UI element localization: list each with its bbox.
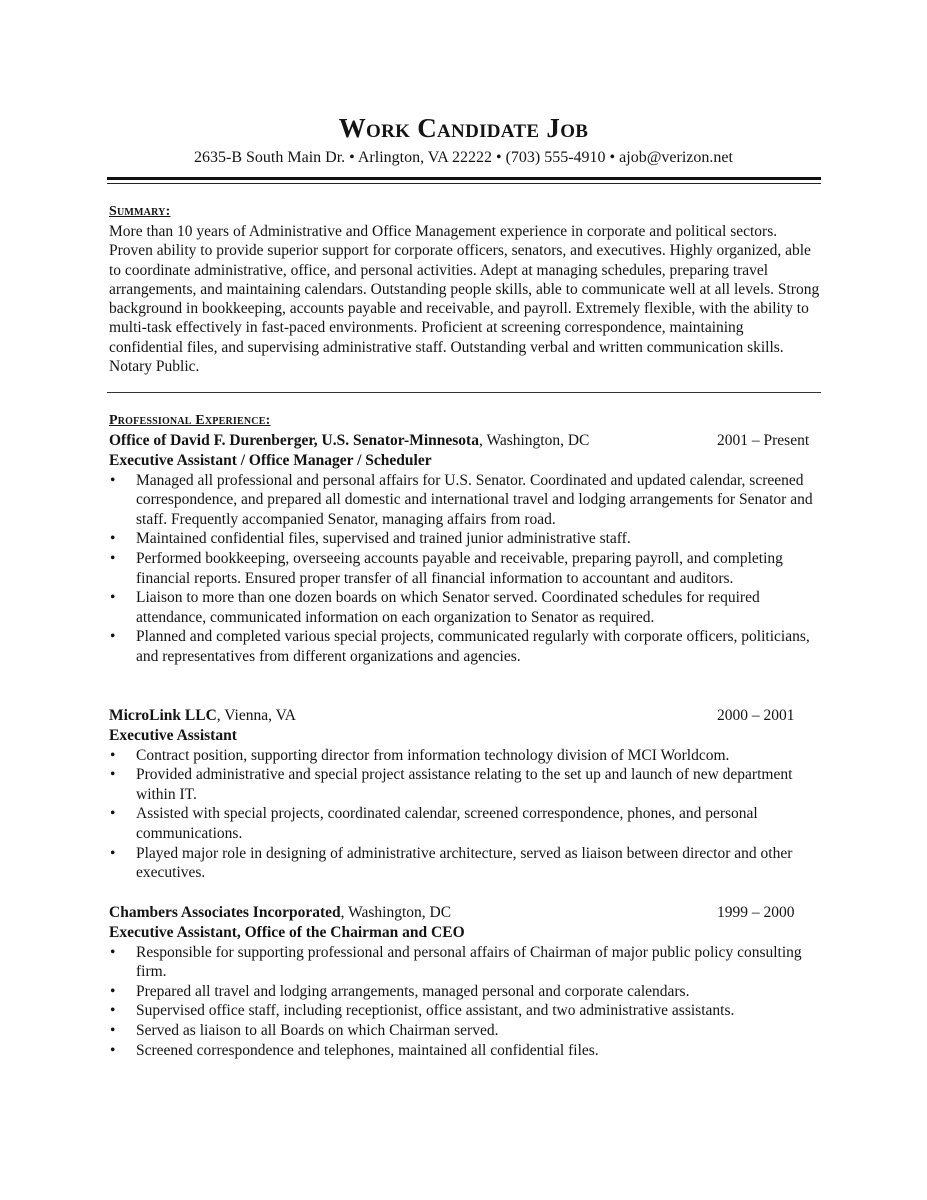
header-rule: [107, 177, 821, 180]
bullet-icon: •: [110, 471, 116, 489]
list-item: • Contract position, supporting director from information technology division of MCI Worldcom.: [110, 746, 730, 764]
job-bullets: [109, 943, 821, 1061]
job-entry: [109, 431, 821, 667]
job-header: [109, 431, 821, 451]
bullet-icon: •: [110, 1002, 116, 1020]
bullet-icon: •: [110, 1021, 116, 1039]
bullet-icon: •: [110, 844, 116, 862]
bullet-icon: •: [110, 589, 116, 607]
bullet-icon: •: [110, 549, 116, 567]
bullet-icon: •: [110, 766, 116, 784]
bullet-icon: •: [110, 982, 116, 1000]
list-item: • Provided administrative and special project assistance relating to the set up and launch of new department within IT.: [110, 766, 793, 803]
employer-location: , Washington, DC: [478, 432, 590, 449]
summary-heading: Summary:: [109, 204, 171, 219]
employer-location: , Washington, DC: [340, 904, 452, 921]
job-title: Executive Assistant: [109, 727, 237, 744]
bullet-icon: •: [110, 746, 116, 764]
bullet-icon: •: [110, 530, 116, 548]
list-item: • Performed bookkeeping, overseeing accounts payable and receivable, preparing payroll, and completing financial reports. Ensured proper transfer of all financial information to accountant and auditors.: [110, 549, 783, 587]
list-item: • Served as liaison to all Boards on which Chairman served.: [110, 1021, 499, 1039]
summary-text: More than 10 years of Administrative and Office Management experience in corporate and political sectors. Proven ability to provide superior support for corporate officers, senators, and executives. Highly organized, able to coordinate administrative, office, and personal activities. Adept at managing schedules, preparing travel arrangements, and maintaining calendars. Outstanding people skills, able to communicate well at all levels. Strong background in bookkeeping, accounts payable and receivable, and payroll. Extremely flexible, with the ability to multi-task effectively in fast-paced environments. Proficient at screening correspondence, maintaining confidential files, and supervising administrative staff. Outstanding verbal and written communication skills. Notary Public.: [109, 223, 820, 376]
list-item: • Responsible for supporting professional and personal affairs of Chairman of major public policy consulting firm.: [110, 943, 802, 981]
list-item: • Supervised office staff, including receptionist, office assistant, and two administrative assistants.: [110, 1002, 735, 1020]
job-bullets: [109, 471, 821, 667]
employer-name: Office of David F. Durenberger, U.S. Senator-Minnesota: [109, 432, 479, 449]
header-rule-thin: [107, 183, 821, 184]
section-divider: [107, 392, 821, 393]
job-dates: 1999 – 2000: [717, 904, 795, 921]
job-entry: [109, 706, 821, 883]
contact-line: 2635-B South Main Dr. • Arlington, VA 22222 • (703) 555-4910 • ajob@verizon.net: [194, 149, 733, 166]
bullet-icon: •: [110, 943, 116, 961]
job-bullets: [109, 746, 821, 883]
job-header: [109, 706, 821, 726]
list-item: • Planned and completed various special projects, communicated regularly with corporate officers, politicians, and representatives from different organizations and agencies.: [110, 628, 810, 665]
job-entry: [109, 903, 821, 1060]
employer-location: , Vienna, VA: [216, 707, 296, 724]
job-header: [109, 903, 821, 923]
job-dates: 2001 – Present: [717, 432, 810, 449]
job-dates: 2000 – 2001: [717, 707, 795, 724]
employer-name: Chambers Associates Incorporated: [109, 904, 341, 921]
list-item: • Played major role in designing of administrative architecture, served as liaison between director and other executives.: [110, 844, 793, 882]
experience-heading: Professional Experience:: [109, 413, 271, 428]
list-item: • Managed all professional and personal affairs for U.S. Senator. Coordinated and updated calendar, screened correspondence, and prepared all domestic and international travel and lodging arrangements for Senator and staff. Frequently accompanied Senator, managing affairs from road.: [110, 471, 813, 528]
job-title: Executive Assistant, Office of the Chairman and CEO: [109, 924, 465, 941]
candidate-name: Work Candidate Job: [338, 113, 589, 143]
list-item: • Maintained confidential files, supervised and trained junior administrative staff.: [110, 530, 631, 548]
list-item: • Screened correspondence and telephones, maintained all confidential files.: [110, 1041, 599, 1059]
list-item: • Liaison to more than one dozen boards on which Senator served. Coordinated schedules for required attendance, communicated information on each organization to Senator as required.: [110, 589, 760, 626]
bullet-icon: •: [110, 805, 116, 823]
employer-name: MicroLink LLC: [109, 707, 217, 724]
job-title: Executive Assistant / Office Manager / Scheduler: [109, 452, 432, 469]
list-item: • Assisted with special projects, coordinated calendar, screened correspondence, phones, and personal communications.: [110, 805, 758, 842]
list-item: • Prepared all travel and lodging arrangements, managed personal and corporate calendars.: [110, 982, 690, 1000]
bullet-icon: •: [110, 1041, 116, 1059]
bullet-icon: •: [110, 628, 116, 646]
